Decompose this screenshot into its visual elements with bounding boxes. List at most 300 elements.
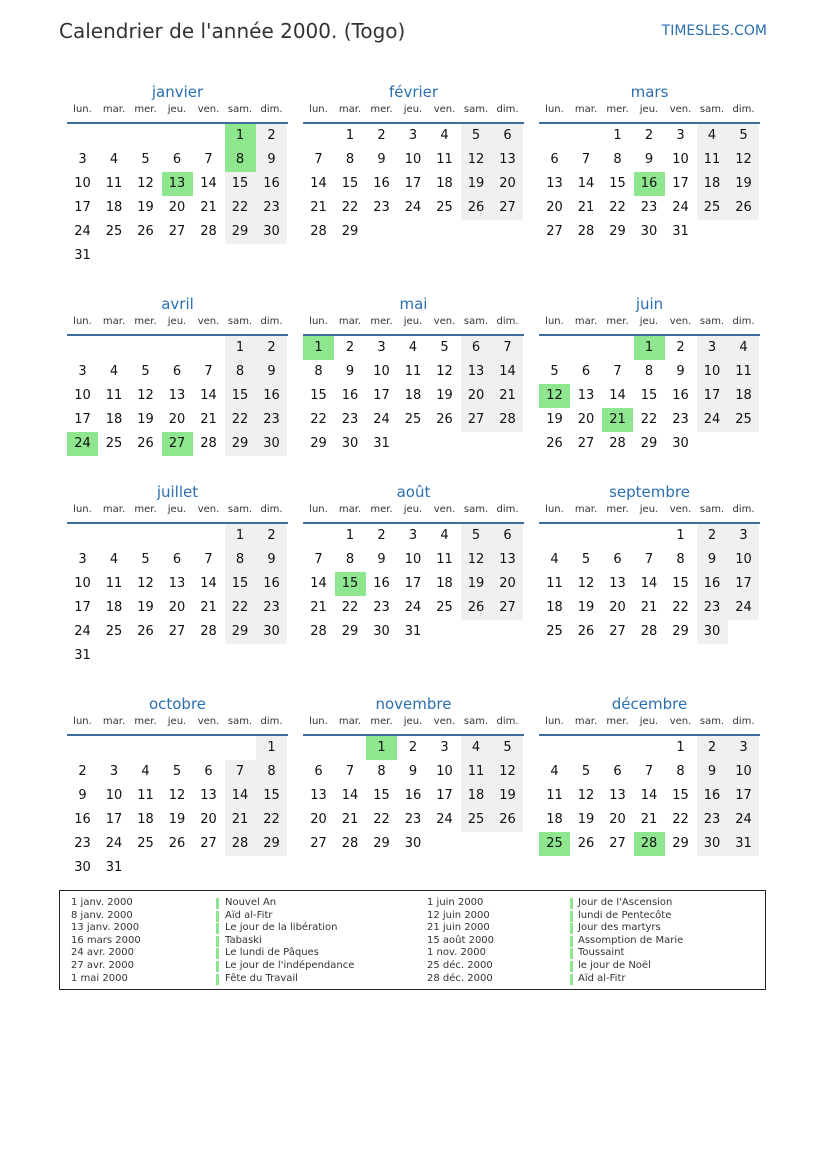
day-cell: 26	[492, 808, 523, 832]
day-cell: 19	[137, 200, 154, 215]
holiday-day-cell: 16	[634, 172, 665, 196]
day-cell: 28	[200, 624, 217, 639]
weekday-header: jeu.	[167, 504, 187, 515]
day-cell: 12	[137, 576, 154, 591]
day-cell: 18	[461, 784, 492, 808]
day-cell: 26	[461, 196, 492, 220]
day-cell: 21	[200, 600, 217, 615]
day-cell: 15	[225, 384, 256, 408]
day-cell: 29	[640, 436, 658, 451]
day-cell: 7	[204, 552, 213, 567]
day-cell: 29	[310, 436, 327, 451]
day-cell: 8	[314, 364, 323, 379]
site-link[interactable]: TIMESLES.COM	[661, 23, 767, 39]
day-cell: 20	[200, 812, 217, 827]
day-cell: 19	[492, 784, 523, 808]
day-cell: 13	[609, 576, 626, 591]
day-cell: 6	[613, 552, 622, 567]
day-cell: 6	[172, 364, 182, 379]
day-cell: 20	[492, 572, 523, 596]
weekday-header: sam.	[463, 104, 489, 115]
weekday-header: lun.	[545, 104, 564, 115]
day-cell: 30	[373, 624, 390, 639]
day-cell: 22	[373, 812, 390, 827]
day-cell: 19	[577, 600, 595, 615]
day-cell: 15	[225, 172, 256, 196]
day-cell: 15	[672, 576, 689, 591]
weekday-header: mer.	[134, 716, 157, 727]
legend-holiday-name: Le jour de la libération	[225, 922, 338, 934]
day-cell: 24	[728, 596, 759, 620]
day-cell: 16	[341, 388, 359, 403]
day-cell: 28	[341, 836, 359, 851]
day-cell: 24	[404, 600, 422, 615]
day-cell: 14	[341, 788, 359, 803]
weekday-header: sam.	[699, 716, 725, 727]
weekday-header: ven.	[669, 316, 692, 327]
month-name: octobre	[148, 695, 207, 713]
day-cell: 23	[74, 836, 91, 851]
day-cell: 26	[137, 436, 154, 451]
holiday-day-cell: 13	[162, 172, 193, 196]
day-cell: 20	[609, 600, 626, 615]
legend-holiday-name: Nouvel An	[225, 897, 277, 908]
legend-holiday-name: le jour de Noël	[578, 960, 651, 971]
day-cell: 12	[492, 760, 523, 784]
day-cell: 29	[256, 832, 287, 856]
weekday-header: mar.	[338, 504, 362, 515]
weekday-header: jeu.	[639, 504, 659, 515]
day-cell: 21	[492, 384, 523, 408]
weekday-header: sam.	[463, 504, 489, 515]
day-cell: 15	[225, 572, 256, 596]
day-cell: 30	[256, 220, 287, 244]
day-cell: 9	[256, 548, 287, 572]
day-cell: 23	[697, 808, 728, 832]
weekday-header: mar.	[338, 104, 362, 115]
day-cell: 20	[492, 172, 523, 196]
day-cell: 3	[408, 528, 418, 543]
holiday-day-cell: 1	[225, 124, 256, 148]
day-cell: 26	[577, 624, 595, 639]
day-cell: 15	[341, 176, 359, 191]
day-cell: 12	[436, 364, 453, 379]
day-cell: 17	[373, 388, 390, 403]
day-cell: 22	[225, 408, 256, 432]
day-cell: 14	[609, 388, 626, 403]
weekday-header: jeu.	[167, 316, 187, 327]
weekday-header: ven.	[669, 504, 692, 515]
day-cell: 14	[640, 788, 658, 803]
day-cell: 28	[577, 224, 595, 239]
day-cell: 3	[440, 740, 449, 755]
day-cell: 23	[341, 412, 359, 427]
day-cell: 27	[461, 408, 492, 432]
day-cell: 2	[256, 524, 287, 548]
weekday-header: sam.	[699, 316, 725, 327]
day-cell: 10	[728, 760, 759, 784]
day-cell: 24	[105, 836, 123, 851]
day-cell: 16	[404, 788, 422, 803]
day-cell: 23	[373, 600, 390, 615]
day-cell: 3	[109, 764, 119, 779]
day-cell: 6	[492, 124, 523, 148]
day-cell: 15	[256, 784, 287, 808]
day-cell: 14	[640, 576, 658, 591]
day-cell: 27	[492, 596, 523, 620]
month-name: mai	[399, 295, 428, 313]
holiday-day-cell: 25	[539, 832, 570, 856]
day-cell: 26	[461, 596, 492, 620]
day-cell: 9	[676, 364, 685, 379]
day-cell: 2	[256, 124, 287, 148]
month-name: janvier	[151, 83, 204, 101]
day-cell: 20	[168, 600, 186, 615]
day-cell: 13	[492, 548, 523, 572]
day-cell: 25	[436, 600, 453, 615]
day-cell: 2	[644, 128, 654, 143]
day-cell: 17	[105, 812, 123, 827]
day-cell: 6	[172, 552, 182, 567]
weekday-header: mer.	[606, 716, 629, 727]
day-cell: 14	[200, 388, 217, 403]
weekday-header: sam.	[463, 716, 489, 727]
legend-holiday-name: Jour de l'Ascension	[578, 897, 673, 908]
day-cell: 2	[256, 336, 287, 360]
weekday-header: mar.	[338, 316, 362, 327]
day-cell: 7	[581, 152, 591, 167]
weekday-header: jeu.	[403, 104, 423, 115]
day-cell: 6	[314, 764, 323, 779]
day-cell: 13	[200, 788, 217, 803]
day-cell: 25	[546, 624, 563, 639]
day-cell: 22	[672, 812, 689, 827]
day-cell: 12	[461, 148, 492, 172]
day-cell: 30	[341, 436, 359, 451]
weekday-header: mar.	[574, 104, 598, 115]
day-cell: 8	[225, 548, 256, 572]
day-cell: 27	[492, 196, 523, 220]
day-cell: 18	[105, 200, 123, 215]
weekday-header: ven.	[433, 716, 456, 727]
weekday-header: lun.	[309, 316, 328, 327]
day-cell: 18	[105, 412, 123, 427]
day-cell: 18	[697, 172, 728, 196]
weekday-header: ven.	[197, 716, 220, 727]
day-cell: 31	[404, 624, 422, 639]
day-cell: 26	[728, 196, 759, 220]
day-cell: 8	[613, 152, 622, 167]
day-cell: 8	[644, 364, 654, 379]
day-cell: 29	[225, 432, 256, 456]
day-cell: 12	[461, 548, 492, 572]
day-cell: 30	[697, 832, 728, 856]
day-cell: 9	[377, 552, 386, 567]
weekday-header: sam.	[463, 316, 489, 327]
day-cell: 25	[436, 200, 453, 215]
day-cell: 10	[105, 788, 123, 803]
day-cell: 18	[404, 388, 422, 403]
day-cell: 18	[105, 600, 123, 615]
day-cell: 15	[609, 176, 626, 191]
day-cell: 9	[377, 152, 386, 167]
day-cell: 7	[314, 152, 323, 167]
day-cell: 13	[168, 388, 186, 403]
day-cell: 11	[404, 364, 422, 379]
legend-holiday-name: Aïd al-Fitr	[225, 909, 273, 921]
weekday-header: ven.	[433, 104, 456, 115]
weekday-header: sam.	[227, 316, 253, 327]
legend-date: 1 nov. 2000	[427, 947, 486, 959]
day-cell: 22	[310, 412, 327, 427]
day-cell: 16	[697, 784, 728, 808]
legend-date: 1 janv. 2000	[71, 897, 133, 908]
day-cell: 24	[74, 224, 91, 239]
day-cell: 21	[310, 600, 327, 615]
day-cell: 25	[105, 436, 123, 451]
legend-holiday-name: Assomption de Marie	[578, 934, 684, 946]
day-cell: 19	[461, 172, 492, 196]
day-cell: 24	[74, 624, 91, 639]
day-cell: 9	[256, 148, 287, 172]
month-name: septembre	[609, 483, 690, 501]
day-cell: 25	[461, 808, 492, 832]
day-cell: 4	[550, 552, 559, 567]
legend-date: 15 août 2000	[427, 934, 495, 946]
day-cell: 31	[373, 436, 390, 451]
day-cell: 22	[225, 596, 256, 620]
day-cell: 3	[78, 152, 87, 167]
legend-holiday-name: Toussaint	[578, 947, 625, 959]
day-cell: 5	[461, 524, 492, 548]
day-cell: 3	[676, 128, 685, 143]
day-cell: 1	[225, 524, 256, 548]
weekday-header: lun.	[545, 316, 564, 327]
legend-marker	[570, 923, 573, 934]
day-cell: 3	[408, 128, 418, 143]
day-cell: 2	[377, 528, 386, 543]
day-cell: 17	[74, 412, 91, 427]
day-cell: 12	[168, 788, 186, 803]
day-cell: 23	[373, 200, 390, 215]
day-cell: 25	[728, 408, 759, 432]
weekday-header: sam.	[227, 104, 253, 115]
day-cell: 18	[728, 384, 759, 408]
day-cell: 17	[436, 788, 453, 803]
legend-date: 28 déc. 2000	[427, 972, 493, 984]
weekday-header: ven.	[669, 716, 692, 727]
weekday-header: mar.	[574, 316, 598, 327]
day-cell: 18	[436, 176, 453, 191]
day-cell: 11	[105, 176, 123, 191]
weekday-header: mer.	[370, 504, 393, 515]
day-cell: 5	[581, 764, 591, 779]
day-cell: 10	[436, 764, 453, 779]
day-cell: 27	[200, 836, 217, 851]
day-cell: 21	[640, 812, 658, 827]
day-cell: 20	[577, 412, 595, 427]
weekday-header: mar.	[574, 716, 598, 727]
weekday-header: jeu.	[639, 316, 659, 327]
day-cell: 12	[137, 388, 154, 403]
holiday-day-cell: 1	[634, 336, 665, 360]
day-cell: 1	[345, 128, 355, 143]
weekday-header: mar.	[102, 316, 126, 327]
day-cell: 4	[440, 128, 449, 143]
day-cell: 21	[200, 200, 217, 215]
day-cell: 13	[310, 788, 327, 803]
day-cell: 13	[577, 388, 595, 403]
day-cell: 14	[200, 176, 217, 191]
day-cell: 31	[728, 832, 759, 856]
day-cell: 14	[310, 576, 327, 591]
day-cell: 8	[225, 360, 256, 384]
weekday-header: ven.	[197, 104, 220, 115]
legend-marker	[570, 974, 573, 985]
day-cell: 12	[728, 148, 759, 172]
day-cell: 2	[697, 736, 728, 760]
day-cell: 31	[105, 860, 123, 875]
day-cell: 25	[697, 196, 728, 220]
day-cell: 4	[440, 528, 449, 543]
day-cell: 22	[341, 600, 359, 615]
day-cell: 27	[168, 624, 186, 639]
weekday-header: sam.	[227, 504, 253, 515]
weekday-header: mar.	[102, 716, 126, 727]
month-name: novembre	[375, 695, 452, 713]
weekday-header: jeu.	[403, 716, 423, 727]
day-cell: 20	[168, 200, 186, 215]
day-cell: 1	[676, 528, 685, 543]
weekday-header: dim.	[732, 504, 755, 515]
day-cell: 7	[204, 364, 213, 379]
day-cell: 12	[137, 176, 154, 191]
day-cell: 27	[546, 224, 563, 239]
weekday-header: mar.	[102, 104, 126, 115]
weekday-header: mer.	[370, 316, 393, 327]
weekday-header: lun.	[309, 104, 328, 115]
day-cell: 28	[200, 436, 217, 451]
day-cell: 11	[436, 152, 453, 167]
holiday-day-cell: 28	[634, 832, 665, 856]
day-cell: 28	[609, 436, 626, 451]
weekday-header: dim.	[496, 316, 519, 327]
legend-marker	[570, 948, 573, 959]
day-cell: 11	[728, 360, 759, 384]
holiday-day-cell: 1	[366, 736, 397, 760]
day-cell: 10	[74, 388, 91, 403]
day-cell: 10	[697, 360, 728, 384]
day-cell: 19	[137, 600, 154, 615]
day-cell: 2	[697, 524, 728, 548]
weekday-header: ven.	[197, 504, 220, 515]
day-cell: 25	[105, 624, 123, 639]
day-cell: 21	[225, 808, 256, 832]
legend-marker	[570, 898, 573, 909]
weekday-header: lun.	[73, 716, 92, 727]
day-cell: 23	[697, 596, 728, 620]
day-cell: 4	[728, 336, 759, 360]
day-cell: 30	[404, 836, 422, 851]
legend-marker	[216, 923, 219, 934]
weekday-header: jeu.	[639, 716, 659, 727]
weekday-header: jeu.	[167, 716, 187, 727]
legend-holiday-name: Fête du Travail	[225, 972, 298, 984]
day-cell: 15	[373, 788, 390, 803]
day-cell: 23	[404, 812, 422, 827]
holiday-day-cell: 8	[225, 148, 256, 172]
weekday-header: jeu.	[639, 104, 659, 115]
day-cell: 29	[672, 836, 689, 851]
day-cell: 7	[225, 760, 256, 784]
day-cell: 23	[256, 196, 287, 220]
day-cell: 10	[74, 176, 91, 191]
day-cell: 29	[225, 220, 256, 244]
day-cell: 24	[436, 812, 453, 827]
day-cell: 18	[546, 600, 563, 615]
day-cell: 6	[550, 152, 559, 167]
holiday-day-cell: 15	[335, 572, 366, 596]
day-cell: 4	[109, 152, 119, 167]
weekday-header: mer.	[606, 104, 629, 115]
legend-holiday-name: Le jour de l'indépendance	[225, 960, 355, 971]
day-cell: 4	[109, 552, 119, 567]
day-cell: 17	[672, 176, 689, 191]
day-cell: 7	[204, 152, 213, 167]
day-cell: 24	[728, 808, 759, 832]
day-cell: 26	[137, 624, 154, 639]
day-cell: 30	[74, 860, 91, 875]
day-cell: 22	[672, 600, 689, 615]
day-cell: 25	[137, 836, 154, 851]
day-cell: 19	[577, 812, 595, 827]
weekday-header: mer.	[134, 504, 157, 515]
weekday-header: mar.	[102, 504, 126, 515]
day-cell: 2	[377, 128, 386, 143]
day-cell: 20	[609, 812, 626, 827]
day-cell: 6	[172, 152, 182, 167]
day-cell: 5	[728, 124, 759, 148]
day-cell: 6	[492, 524, 523, 548]
day-cell: 21	[640, 600, 658, 615]
day-cell: 8	[345, 552, 355, 567]
day-cell: 8	[256, 760, 287, 784]
weekday-header: jeu.	[167, 104, 187, 115]
day-cell: 5	[141, 364, 150, 379]
weekday-header: mar.	[338, 716, 362, 727]
day-cell: 2	[345, 340, 355, 355]
day-cell: 28	[492, 408, 523, 432]
day-cell: 1	[676, 740, 685, 755]
weekday-header: dim.	[732, 716, 755, 727]
weekday-header: mer.	[134, 316, 157, 327]
day-cell: 16	[256, 384, 287, 408]
weekday-header: sam.	[699, 504, 725, 515]
day-cell: 17	[697, 384, 728, 408]
weekday-header: mer.	[606, 504, 629, 515]
legend-date: 1 mai 2000	[71, 972, 128, 984]
day-cell: 23	[256, 596, 287, 620]
day-cell: 6	[613, 764, 622, 779]
day-cell: 16	[74, 812, 91, 827]
day-cell: 5	[550, 364, 559, 379]
day-cell: 13	[168, 576, 186, 591]
legend-date: 1 juin 2000	[427, 897, 484, 908]
holiday-legend	[59, 890, 766, 990]
day-cell: 11	[105, 576, 123, 591]
day-cell: 12	[577, 788, 595, 803]
legend-marker	[570, 936, 573, 947]
